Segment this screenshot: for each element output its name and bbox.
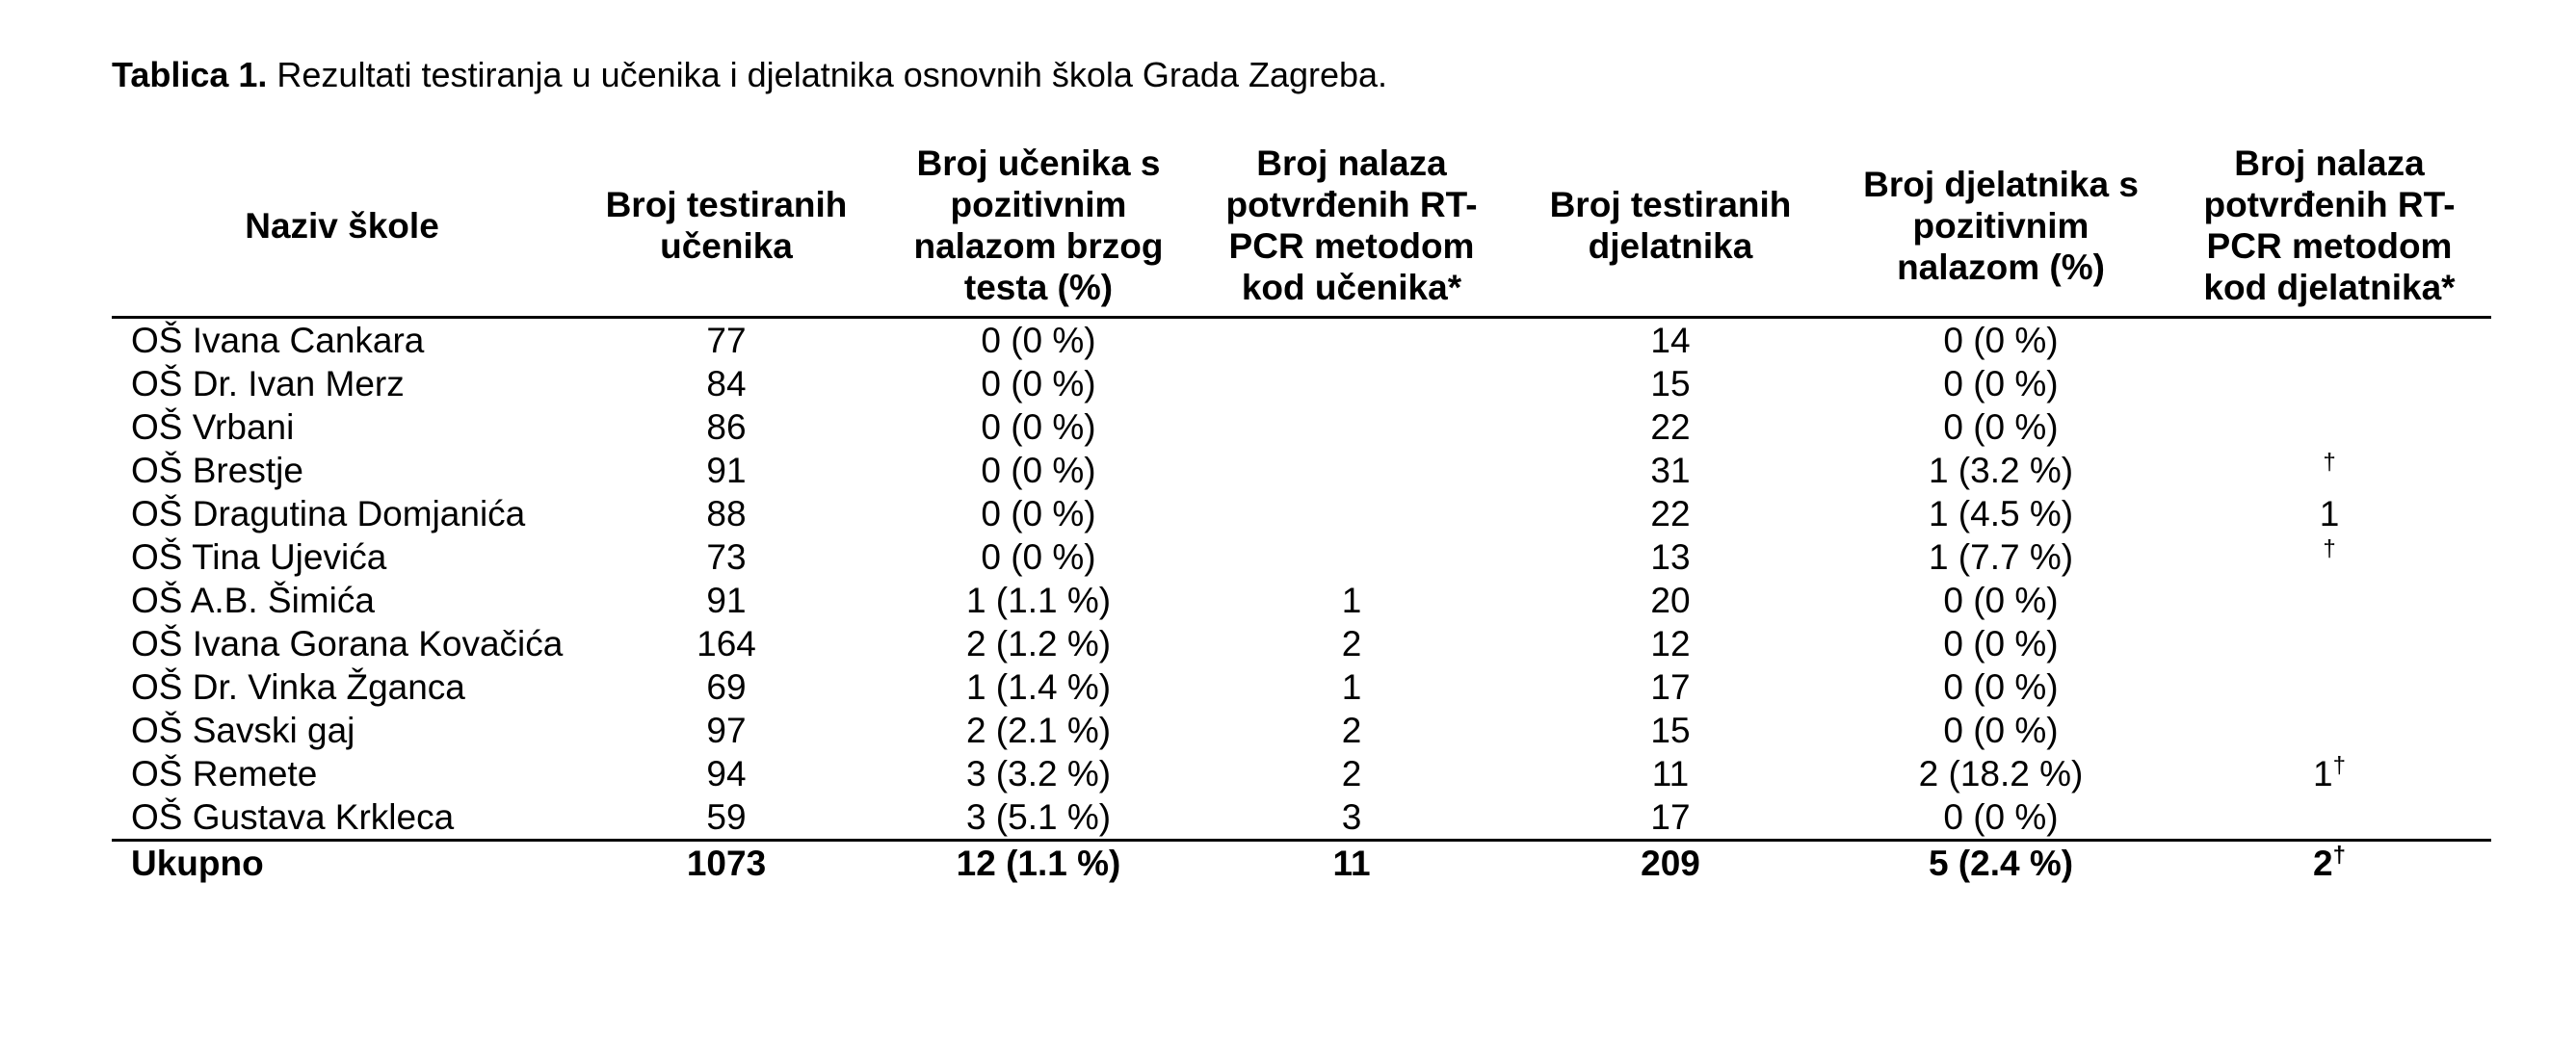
students-pcr: [1196, 535, 1507, 579]
caption-label: Tablica 1.: [112, 55, 268, 94]
header-school-name: Naziv škole: [112, 135, 572, 318]
staff-pcr: [2168, 622, 2491, 665]
staff-pcr: [2168, 318, 2491, 363]
students-tested: 77: [706, 321, 747, 360]
students-tested: 69: [706, 667, 747, 707]
staff-positive: 1 (7.7 %): [1928, 537, 2074, 577]
total-students-pcr: 11: [1196, 841, 1507, 887]
students-positive: 0 (0 %): [981, 321, 1096, 360]
table-row: [112, 579, 2491, 622]
staff-positive: 0 (0 %): [1943, 711, 2059, 750]
school-name: OŠ Ivana Gorana Kovačića: [131, 624, 564, 663]
students-pcr: 2: [1341, 754, 1362, 793]
table-row: [112, 405, 2491, 449]
results-table: [112, 135, 2491, 886]
total-staff-positive: 5 (2.4 %): [1834, 841, 2168, 887]
students-tested: 84: [706, 364, 747, 403]
dagger-mark: †: [2332, 752, 2346, 779]
table-row: [112, 752, 2491, 795]
students-positive: 2 (1.2 %): [965, 624, 1112, 663]
staff-pcr: [2168, 535, 2491, 579]
total-label: Ukupno: [112, 841, 572, 887]
staff-positive: 0 (0 %): [1943, 624, 2059, 663]
total-students: 1073: [572, 841, 881, 887]
students-positive: 2 (2.1 %): [965, 711, 1112, 750]
students-positive: 3 (5.1 %): [965, 797, 1112, 837]
students-positive: 0 (0 %): [981, 537, 1096, 577]
staff-positive: 0 (0 %): [1943, 364, 2059, 403]
table-row: [112, 449, 2491, 492]
school-name: OŠ Ivana Cankara: [131, 321, 425, 360]
staff-pcr: [2168, 362, 2491, 405]
staff-tested: 12: [1650, 624, 1691, 663]
school-name: OŠ Brestje: [131, 451, 303, 490]
header-students-pcr: Broj nalaza potvrđenih RT-PCR metodom kod učenika*: [1196, 135, 1507, 318]
school-name: OŠ A.B. Šimića: [131, 581, 375, 620]
table-row: [112, 492, 2491, 535]
staff-pcr-value: 1: [2319, 494, 2340, 533]
header-students-positive: Broj učenika s pozitivnim nalazom brzog testa (%): [881, 135, 1196, 318]
staff-positive: 0 (0 %): [1943, 581, 2059, 620]
total-staff-pcr: [2168, 841, 2491, 887]
students-positive: 0 (0 %): [981, 494, 1096, 533]
staff-tested: 31: [1650, 451, 1691, 490]
staff-pcr: [2168, 492, 2491, 535]
staff-pcr: [2168, 449, 2491, 492]
students-pcr: 3: [1341, 797, 1362, 837]
students-pcr: 1: [1341, 581, 1362, 620]
school-name: OŠ Savski gaj: [131, 711, 355, 750]
students-positive: 0 (0 %): [981, 451, 1096, 490]
students-pcr: 2: [1341, 711, 1362, 750]
school-name: OŠ Tina Ujevića: [131, 537, 387, 577]
students-tested: 97: [706, 711, 747, 750]
students-pcr: 2: [1341, 624, 1362, 663]
students-pcr: [1196, 492, 1507, 535]
students-positive: 1 (1.4 %): [965, 667, 1112, 707]
table-body: [112, 318, 2491, 841]
table-row: [112, 535, 2491, 579]
table-row: [112, 795, 2491, 841]
table-caption: [112, 54, 1387, 96]
staff-tested: 17: [1650, 667, 1691, 707]
staff-tested: 22: [1650, 407, 1691, 447]
students-positive: 0 (0 %): [981, 407, 1096, 447]
school-name: OŠ Remete: [131, 754, 318, 793]
staff-positive: 0 (0 %): [1943, 321, 2059, 360]
table-row: [112, 318, 2491, 363]
total-students-positive: 12 (1.1 %): [881, 841, 1196, 887]
caption-text: Rezultati testiranja u učenika i djelatnika osnovnih škola Grada Zagreba.: [267, 55, 1388, 94]
header-row: [112, 135, 2491, 318]
school-name: OŠ Dr. Vinka Žganca: [131, 667, 465, 707]
school-name: OŠ Dr. Ivan Merz: [131, 364, 405, 403]
staff-tested: 17: [1650, 797, 1691, 837]
students-tested: 94: [706, 754, 747, 793]
table-row: [112, 665, 2491, 709]
students-tested: 88: [706, 494, 747, 533]
students-pcr: 1: [1341, 667, 1362, 707]
staff-tested: 14: [1650, 321, 1691, 360]
header-staff-positive: Broj djelatnika s pozitivnim nalazom (%): [1834, 135, 2168, 318]
staff-tested: 11: [1651, 754, 1690, 793]
students-pcr: [1196, 318, 1507, 363]
school-name: OŠ Vrbani: [131, 407, 295, 447]
staff-tested: 13: [1650, 537, 1691, 577]
staff-positive: 0 (0 %): [1943, 667, 2059, 707]
students-pcr: [1196, 449, 1507, 492]
staff-positive: 0 (0 %): [1943, 407, 2059, 447]
table-row: [112, 362, 2491, 405]
students-tested: 73: [706, 537, 747, 577]
staff-positive: 1 (3.2 %): [1928, 451, 2074, 490]
students-tested: 91: [706, 451, 747, 490]
staff-pcr: [2168, 709, 2491, 752]
staff-pcr-value: 1: [2313, 754, 2333, 793]
staff-pcr: [2168, 405, 2491, 449]
staff-pcr: [2168, 579, 2491, 622]
students-positive: 0 (0 %): [981, 364, 1096, 403]
header-students-tested: Broj testiranih učenika: [572, 135, 881, 318]
students-positive: 1 (1.1 %): [965, 581, 1112, 620]
dagger-mark: †: [2332, 842, 2346, 869]
students-pcr: [1196, 405, 1507, 449]
total-row: [112, 841, 2491, 887]
staff-tested: 22: [1650, 494, 1691, 533]
total-staff: 209: [1507, 841, 1834, 887]
table-row: [112, 709, 2491, 752]
staff-tested: 20: [1650, 581, 1691, 620]
staff-positive: 2 (18.2 %): [1918, 754, 2084, 793]
dagger-mark: †: [2323, 449, 2336, 476]
table-row: [112, 622, 2491, 665]
school-name: OŠ Dragutina Domjanića: [131, 494, 526, 533]
students-tested: 86: [706, 407, 747, 447]
staff-tested: 15: [1650, 711, 1691, 750]
students-positive: 3 (3.2 %): [965, 754, 1112, 793]
staff-pcr: [2168, 795, 2491, 841]
total-staff-pcr-value: 2: [2313, 844, 2333, 883]
students-tested: 59: [706, 797, 747, 837]
school-name: OŠ Gustava Krkleca: [131, 797, 455, 837]
header-staff-tested: Broj testiranih djelatnika: [1507, 135, 1834, 318]
staff-pcr: [2168, 665, 2491, 709]
staff-pcr: [2168, 752, 2491, 795]
students-tested: 164: [697, 624, 756, 663]
students-tested: 91: [706, 581, 747, 620]
students-pcr: [1196, 362, 1507, 405]
staff-positive: 0 (0 %): [1943, 797, 2059, 837]
staff-tested: 15: [1650, 364, 1691, 403]
header-staff-pcr: Broj nalaza potvrđenih RT-PCR metodom kod djelatnika*: [2168, 135, 2491, 318]
dagger-mark: †: [2323, 535, 2336, 562]
staff-positive: 1 (4.5 %): [1928, 494, 2074, 533]
